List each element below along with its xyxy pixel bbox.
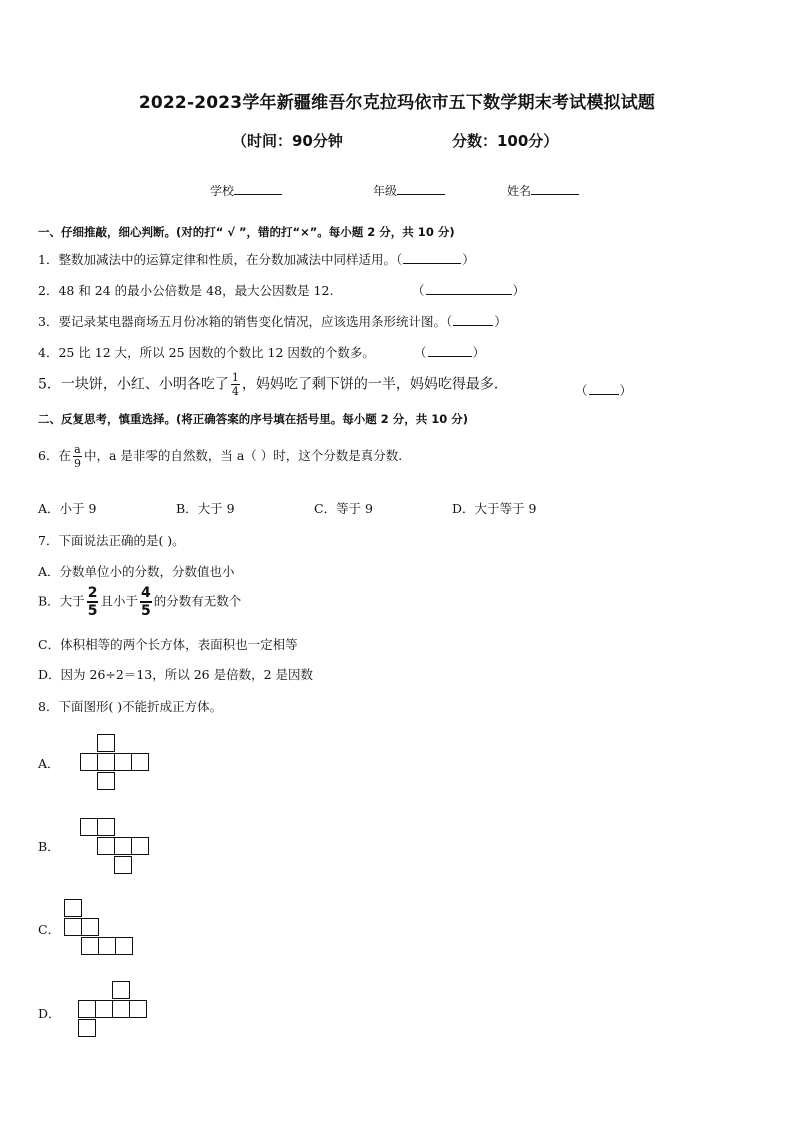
section2-heading: 二、反复思考，慎重选择。(将正确答案的序号填在括号里。每小题 2 分，共 10 分) (38, 412, 469, 426)
q8-option-b-label[interactable]: B． (38, 839, 60, 854)
q4-text: 4．25 比 12 大，所以 25 因数的个数比 12 因数的个数多。 (38, 345, 375, 360)
q8-option-d-net[interactable] (78, 981, 150, 1039)
q7-option-b[interactable]: B．大于 $\frac{2}{5}$ 且小于 $\frac{4}{5}$ 的分数有无数个 (38, 585, 242, 619)
question-6 (38, 444, 402, 469)
grade-field (373, 182, 445, 199)
q1-text: 1．整数加减法中的运算定律和性质，在分数加减法中同样适用。 (38, 252, 396, 267)
q7-fraction-4-5: $\frac{4}{5}$ (140, 585, 151, 619)
q5-answer-blank[interactable] (589, 382, 619, 395)
net-square (79, 1020, 96, 1037)
section1-heading: 一、仔细推敲，细心判断。(对的打“ √ ”，错的打“×”。每小题 2 分，共 10 分) (38, 225, 455, 239)
q2-text: 2．48 和 24 的最小公倍数是 48，最大公因数是 12. (38, 283, 334, 298)
net-square (82, 938, 99, 955)
question-2 (38, 281, 333, 299)
q7-option-a[interactable]: A．分数单位小的分数，分数值也小 (38, 564, 235, 579)
q6-option-d[interactable]: D．大于等于 9 (452, 501, 537, 516)
name-label: 姓名 (507, 184, 532, 198)
net-square (82, 919, 99, 936)
net-square (115, 857, 132, 874)
net-square (65, 900, 82, 917)
q5-answer: （ ） (575, 383, 633, 398)
net-square (130, 1001, 147, 1018)
question-5 (38, 372, 508, 397)
q8-option-b-net[interactable] (80, 818, 152, 876)
net-square (98, 819, 115, 836)
page-title: 2022-2023学年新疆维吾尔克拉玛依市五下数学期末考试模拟试题 (138, 93, 656, 113)
q4-answer-blank[interactable] (428, 344, 472, 357)
q8-option-a-label[interactable]: A． (38, 756, 60, 771)
net-square (79, 1001, 96, 1018)
net-square (81, 819, 98, 836)
q6-text-a: 6．在 (38, 448, 71, 463)
q8-option-c-label[interactable]: C． (38, 922, 61, 937)
q4-answer: （ ） (414, 345, 486, 360)
q5-fraction: $\frac{1}{4}$ (231, 371, 239, 398)
q3-answer-blank[interactable] (453, 313, 493, 326)
exam-score: 分数：100分） (452, 132, 559, 150)
grade-blank[interactable] (397, 182, 445, 195)
net-square (115, 754, 132, 771)
q6-option-a[interactable]: A．小于 9 (38, 501, 97, 516)
net-square (132, 754, 149, 771)
q8-option-d-label[interactable]: D． (38, 1006, 61, 1021)
q2-answer-blank[interactable] (426, 282, 512, 295)
q2-answer: （ ） (412, 283, 526, 298)
net-square (98, 838, 115, 855)
q5-text-a: 5．一块饼，小红、小明各吃了 (38, 376, 229, 393)
net-square (98, 735, 115, 752)
net-square (65, 919, 82, 936)
net-square (113, 1001, 130, 1018)
net-square (98, 754, 115, 771)
question-1: 1．整数加减法中的运算定律和性质，在分数加减法中同样适用。（ ） (38, 252, 475, 267)
q5-text-b: ，妈妈吃了剩下饼的一半，妈妈吃得最多． (241, 376, 508, 393)
q3-text: 3．要记录某电器商场五月份冰箱的销售变化情况，应该选用条形统计图。 (38, 314, 446, 329)
exam-time: （时间：90分钟 (232, 132, 343, 150)
question-7: 7．下面说法正确的是( )。 (38, 533, 185, 548)
q6-text-b: 中，a 是非零的自然数，当 a（ ）时，这个分数是真分数. (83, 448, 403, 463)
name-blank[interactable] (531, 182, 579, 195)
q8-option-a-net[interactable] (80, 734, 152, 792)
q1-answer-blank[interactable] (403, 251, 461, 264)
q8-option-c-net[interactable] (64, 899, 136, 957)
net-square (96, 1001, 113, 1018)
net-square (98, 773, 115, 790)
q6-fraction: $\frac{a}{9}$ (73, 443, 81, 470)
question-8: 8．下面图形( )不能折成正方体。 (38, 699, 223, 714)
school-field (210, 182, 282, 199)
net-square (115, 838, 132, 855)
q6-option-c[interactable]: C．等于 9 (314, 501, 373, 516)
q7-option-d[interactable]: D．因为 26÷2＝13，所以 26 是倍数，2 是因数 (38, 667, 314, 682)
net-square (116, 938, 133, 955)
q7-fraction-2-5: $\frac{2}{5}$ (87, 585, 98, 619)
net-square (99, 938, 116, 955)
q6-option-b[interactable]: B．大于 9 (176, 501, 235, 516)
question-4 (38, 343, 375, 361)
question-3: 3．要记录某电器商场五月份冰箱的销售变化情况，应该选用条形统计图。（ ） (38, 314, 507, 329)
name-field (507, 182, 579, 199)
school-blank[interactable] (234, 182, 282, 195)
net-square (81, 754, 98, 771)
q7-option-c[interactable]: C．体积相等的两个长方体，表面积也一定相等 (38, 637, 298, 652)
school-label: 学校 (210, 184, 235, 198)
grade-label: 年级 (373, 184, 398, 198)
net-square (113, 982, 130, 999)
net-square (132, 838, 149, 855)
